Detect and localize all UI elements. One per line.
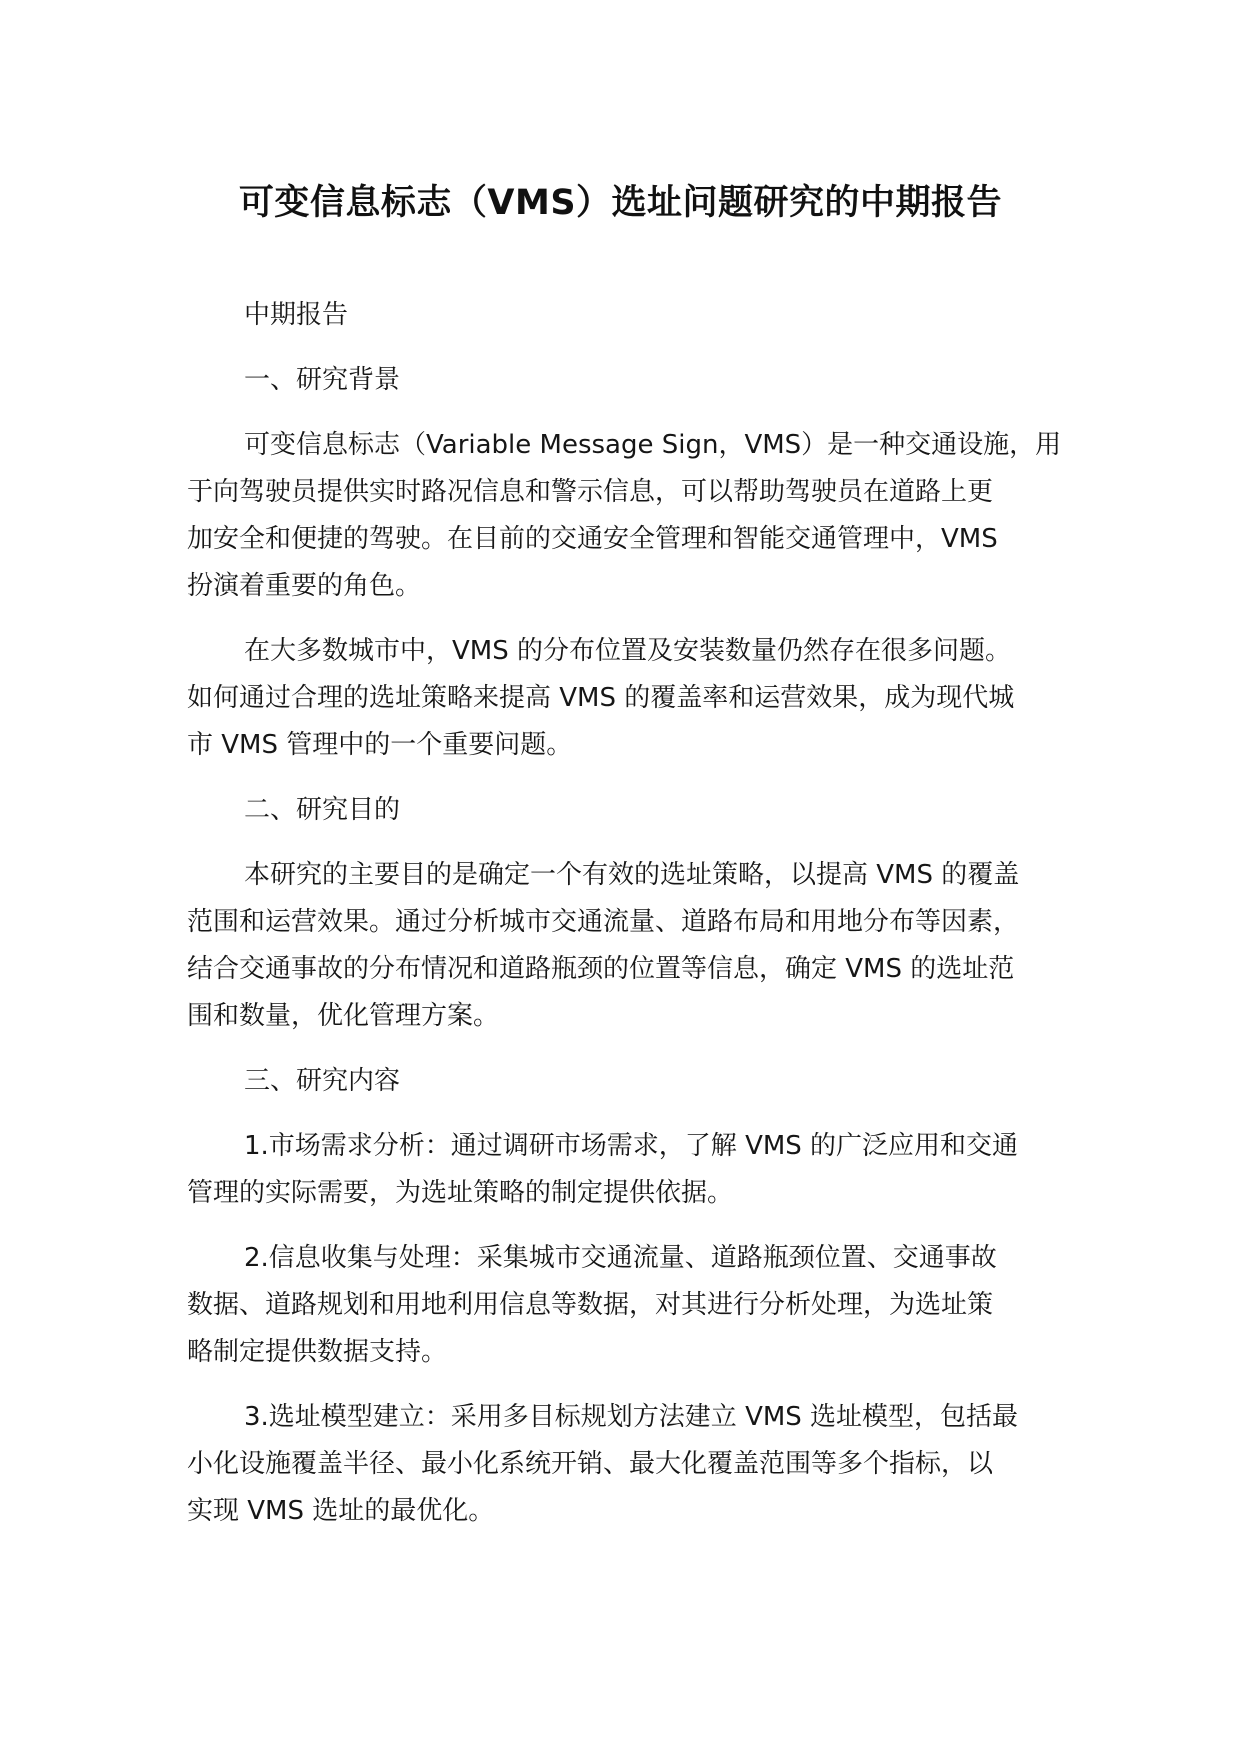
paragraph-line: 实现 VMS 选址的最优化。 [187,1496,495,1526]
paragraph-line: 加安全和便捷的驾驶。在目前的交通安全管理和智能交通管理中，VMS [187,524,998,554]
paragraph-content-1 [187,1123,1075,1217]
paragraph-line: 如何通过合理的选址策略来提高 VMS 的覆盖率和运营效果，成为现代城 [187,683,1015,713]
document-body [187,292,1075,1553]
paragraph-content-3 [187,1394,1075,1535]
section-heading-content: 三、研究内容 [244,1066,401,1096]
paragraph-line: 围和数量，优化管理方案。 [187,1001,500,1031]
paragraph-line: 略制定提供数据支持。 [187,1337,448,1367]
paragraph-line: 3.选址模型建立：采用多目标规划方法建立 VMS 选址模型，包括最 [244,1402,1019,1432]
section-heading-report: 中期报告 [244,300,349,330]
document-title: 可变信息标志（VMS）选址问题研究的中期报告 [238,183,1003,223]
paragraph-purpose [187,852,1075,1040]
section-heading-purpose: 二、研究目的 [244,795,401,825]
paragraph-line: 可变信息标志（Variable Message Sign，VMS）是一种交通设施，用 [244,430,1062,460]
paragraph-line: 管理的实际需要，为选址策略的制定提供依据。 [187,1178,734,1208]
paragraph-background-1 [187,422,1075,610]
paragraph-line: 结合交通事故的分布情况和道路瓶颈的位置等信息，确定 VMS 的选址范 [187,954,1015,984]
paragraph-background-2 [187,628,1075,769]
paragraph-line: 小化设施覆盖半径、最小化系统开销、最大化覆盖范围等多个指标，以 [187,1449,994,1479]
paragraph-line: 2.信息收集与处理：采集城市交通流量、道路瓶颈位置、交通事故 [244,1243,997,1273]
paragraph-line: 范围和运营效果。通过分析城市交通流量、道路布局和用地分布等因素， [187,907,1020,937]
paragraph-line: 数据、道路规划和用地利用信息等数据，对其进行分析处理，为选址策 [187,1290,994,1320]
paragraph-line: 市 VMS 管理中的一个重要问题。 [187,730,573,760]
paragraph-content-2 [187,1235,1075,1376]
paragraph-line: 1.市场需求分析：通过调研市场需求，了解 VMS 的广泛应用和交通 [244,1131,1019,1161]
paragraph-line: 本研究的主要目的是确定一个有效的选址策略，以提高 VMS 的覆盖 [244,860,1020,890]
paragraph-line: 在大多数城市中，VMS 的分布位置及安装数量仍然存在很多问题。 [244,636,1011,666]
paragraph-line: 于向驾驶员提供实时路况信息和警示信息，可以帮助驾驶员在道路上更 [187,477,994,507]
section-heading-background: 一、研究背景 [244,365,401,395]
paragraph-line: 扮演着重要的角色。 [187,571,422,601]
